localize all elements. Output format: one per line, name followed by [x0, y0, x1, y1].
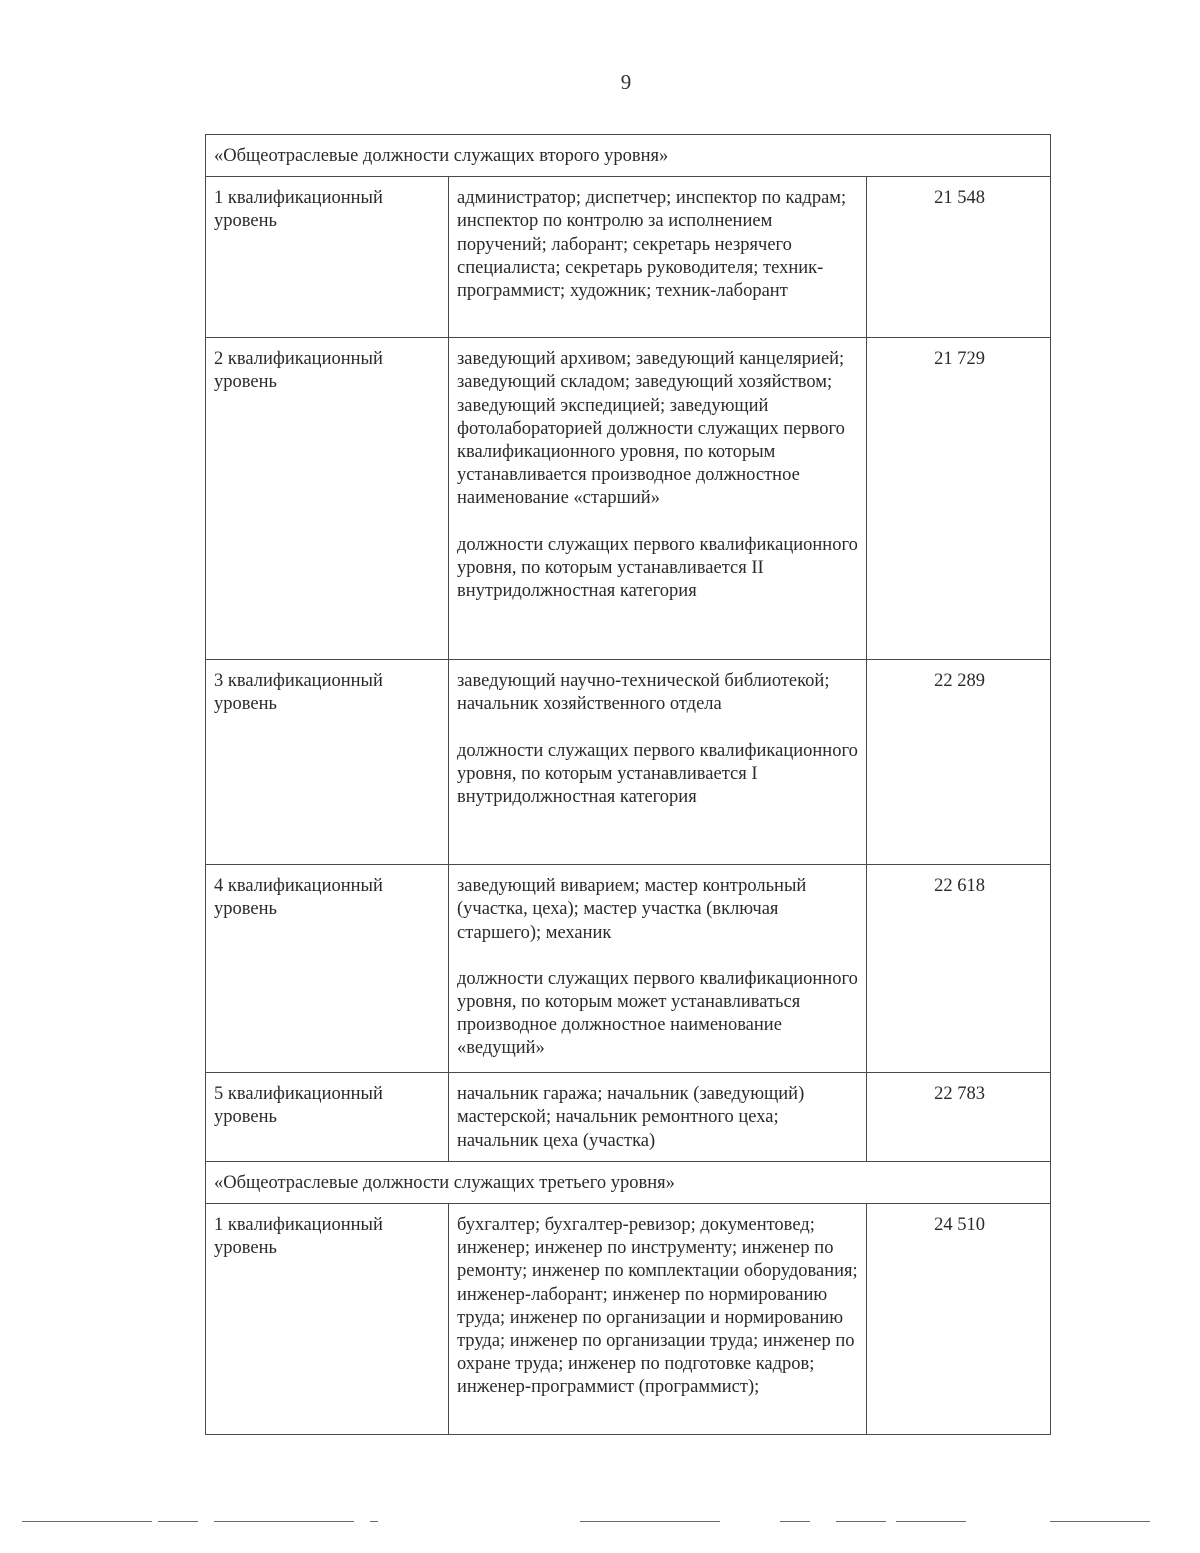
- positions-cell: [449, 660, 867, 865]
- qualification-level: 2 квалификационный уровень: [206, 338, 449, 660]
- salary-value: 22 289: [867, 660, 1051, 865]
- positions-cell: [449, 1073, 867, 1162]
- qualification-level: 1 квалификационный уровень: [206, 1204, 449, 1435]
- page-number: 9: [620, 70, 632, 94]
- section-header-row: [206, 135, 1051, 177]
- table-row: [206, 1204, 1051, 1435]
- table-row: [206, 1073, 1051, 1162]
- table-row: [206, 660, 1051, 865]
- table-row: [206, 177, 1051, 338]
- positions-text: должности служащих первого квалификационного уровня, по которым устанавливается I внутридолжностная категория: [457, 740, 858, 808]
- section-title: «Общеотраслевые должности служащих третьего уровня»: [206, 1161, 1051, 1203]
- salary-value: 24 510: [867, 1204, 1051, 1435]
- qualification-level: 3 квалификационный уровень: [206, 660, 449, 865]
- qualification-level: 4 квалификационный уровень: [206, 865, 449, 1073]
- qualification-level: 1 квалификационный уровень: [206, 177, 449, 338]
- section-title: «Общеотраслевые должности служащих второго уровня»: [206, 135, 1051, 177]
- positions-text: заведующий архивом; заведующий канцелярией; заведующий складом; заведующий хозяйством; заведующий экспедицией; заведующий фотолабораторией должности служащих первого квалификационного уровня, по которым устанавливается производное должностное наименование «старший»: [457, 349, 845, 509]
- salary-table: [205, 134, 1051, 1435]
- positions-text: заведующий виварием; мастер контрольный (участка, цеха); мастер участка (включая старшего); механик: [457, 876, 807, 943]
- salary-value: 21 729: [867, 338, 1051, 660]
- positions-text: заведующий научно-технической библиотекой; начальник хозяйственного отдела: [457, 671, 830, 715]
- salary-value: 21 548: [867, 177, 1051, 338]
- salary-value: 22 783: [867, 1073, 1051, 1162]
- section-header-row: [206, 1161, 1051, 1203]
- positions-text: должности служащих первого квалификационного уровня, по которым может устанавливаться производное должностное наименование «ведущий»: [457, 968, 858, 1059]
- positions-cell: [449, 338, 867, 660]
- positions-text: администратор; диспетчер; инспектор по кадрам; инспектор по контролю за исполнением поручений; лаборант; секретарь незрячего специалиста; секретарь руководителя; техник-программист; художник; техник-лаборант: [457, 188, 847, 302]
- positions-cell: [449, 177, 867, 338]
- table-row: [206, 338, 1051, 660]
- positions-text: бухгалтер; бухгалтер-ревизор; документовед; инженер; инженер по инструменту; инженер по ремонту; инженер по комплектации оборудования; инженер-лаборант; инженер по нормированию труда; инженер по организации и нормированию труда; инженер по организации труда; инженер по охране труда; инженер по подготовке кадров; инженер-программист (программист);: [457, 1215, 858, 1398]
- qualification-level: 5 квалификационный уровень: [206, 1073, 449, 1162]
- table-row: [206, 865, 1051, 1073]
- positions-cell: [449, 1204, 867, 1435]
- positions-text: должности служащих первого квалификационного уровня, по которым устанавливается II внутридолжностная категория: [457, 534, 858, 602]
- salary-value: 22 618: [867, 865, 1051, 1073]
- positions-cell: [449, 865, 867, 1073]
- positions-text: начальник гаража; начальник (заведующий) мастерской; начальник ремонтного цеха; начальник цеха (участка): [457, 1084, 805, 1151]
